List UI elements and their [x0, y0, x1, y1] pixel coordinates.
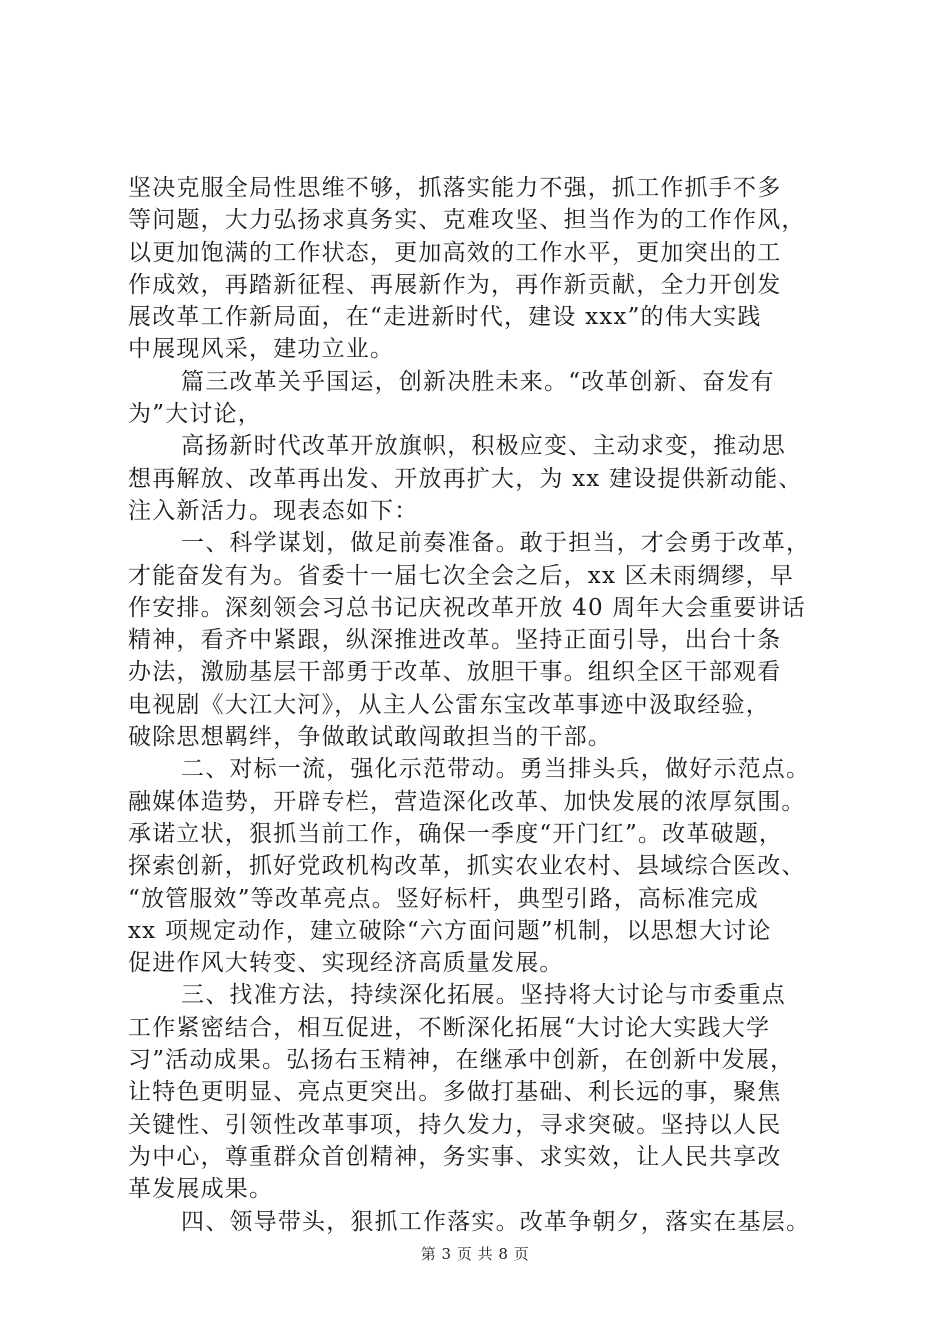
- text-line: “放管服效”等改革亮点。竖好标杆，典型引路，高标准完成: [128, 885, 759, 912]
- document-body: [128, 172, 844, 1238]
- text-line: 中展现风采，建功立业。: [128, 336, 395, 363]
- text-line: 以更加饱满的工作状态，更加高效的工作水平，更加突出的工: [128, 239, 782, 266]
- text-line: 展改革工作新局面，在“走进新时代，建设 xxx”的伟大实践: [128, 304, 762, 331]
- text-line: 办法，激励基层干部勇于改革、放胆干事。组织全区干部观看: [128, 659, 782, 686]
- paragraph: [128, 527, 844, 753]
- paragraph: [128, 979, 844, 1205]
- text-line: 坚决克服全局性思维不够，抓落实能力不强，抓工作抓手不多: [128, 175, 782, 201]
- text-line: 为”大讨论，: [128, 401, 262, 428]
- text-line: 习”活动成果。弘扬右玉精神，在继承中创新，在创新中发展，: [128, 1047, 795, 1074]
- text-line: 四、领导带头，狠抓工作落实。改革争朝夕，落实在基层。: [181, 1208, 811, 1235]
- text-line: 高扬新时代改革开放旗帜，积极应变、主动求变，推动思: [181, 433, 786, 460]
- text-line: 作安排。深刻领会习总书记庆祝改革开放 40 周年大会重要讲话: [128, 594, 806, 621]
- text-line: 革发展成果。: [128, 1176, 274, 1203]
- paragraph: [128, 753, 844, 979]
- text-line: 才能奋发有为。省委十一届七次全会之后，xx 区未雨绸缪，早: [128, 562, 795, 589]
- text-line: 注入新活力。现表态如下：: [128, 497, 419, 524]
- text-line: 想再解放、改革再出发、开放再扩大，为 xx 建设提供新动能、: [128, 465, 803, 492]
- text-line: 让特色更明显、亮点更突出。多做打基础、利长远的事，聚焦: [128, 1079, 782, 1106]
- text-line: 促进作风大转变、实现经济高质量发展。: [128, 950, 564, 977]
- text-line: 融媒体造势，开辟专栏，营造深化改革、加快发展的浓厚氛围。: [128, 788, 806, 815]
- text-line: 为中心，尊重群众首创精神，务实事、求实效，让人民共享改: [128, 1143, 782, 1170]
- text-line: 破除思想羁绊，争做敢试敢闯敢担当的干部。: [128, 724, 612, 751]
- text-line: 作成效，再踏新征程、再展新作为，再作新贡献，全力开创发: [128, 271, 782, 298]
- paragraph: [128, 430, 844, 527]
- text-line: 关键性、引领性改革事项，持久发力，寻求突破。坚持以人民: [128, 1111, 782, 1138]
- text-line: 承诺立状，狠抓当前工作，确保一季度“开门红”。改革破题，: [128, 820, 784, 847]
- text-line: 电视剧《大江大河》，从主人公雷东宝改革事迹中汲取经验，: [128, 691, 770, 718]
- paragraph: [128, 172, 844, 366]
- text-line: 一、科学谋划，做足前奏准备。敢于担当，才会勇于改革，: [181, 530, 811, 557]
- page-footer: 第 3 页 共 8 页: [420, 1245, 530, 1263]
- text-line: 等问题，大力弘扬求真务实、克难攻坚、担当作为的工作作风，: [128, 207, 806, 234]
- text-line: xx 项规定动作，建立破除“六方面问题”机制，以思想大讨论: [128, 917, 772, 944]
- text-line: 三、找准方法，持续深化拓展。坚持将大讨论与市委重点: [181, 982, 786, 1009]
- text-line: 精神，看齐中紧跟，纵深推进改革。坚持正面引导，出台十条: [128, 627, 782, 654]
- paragraph: [128, 1206, 844, 1238]
- text-line: 工作紧密结合，相互促进，不断深化拓展“大讨论大实践大学: [128, 1014, 771, 1041]
- paragraph: [128, 366, 844, 431]
- text-line: 探索创新，抓好党政机构改革，抓实农业农村、县域综合医改、: [128, 853, 806, 880]
- text-line: 二、对标一流，强化示范带动。勇当排头兵，做好示范点。: [181, 756, 811, 783]
- text-line: 篇三改革关乎国运，创新决胜未来。“改革创新、奋发有: [181, 368, 775, 395]
